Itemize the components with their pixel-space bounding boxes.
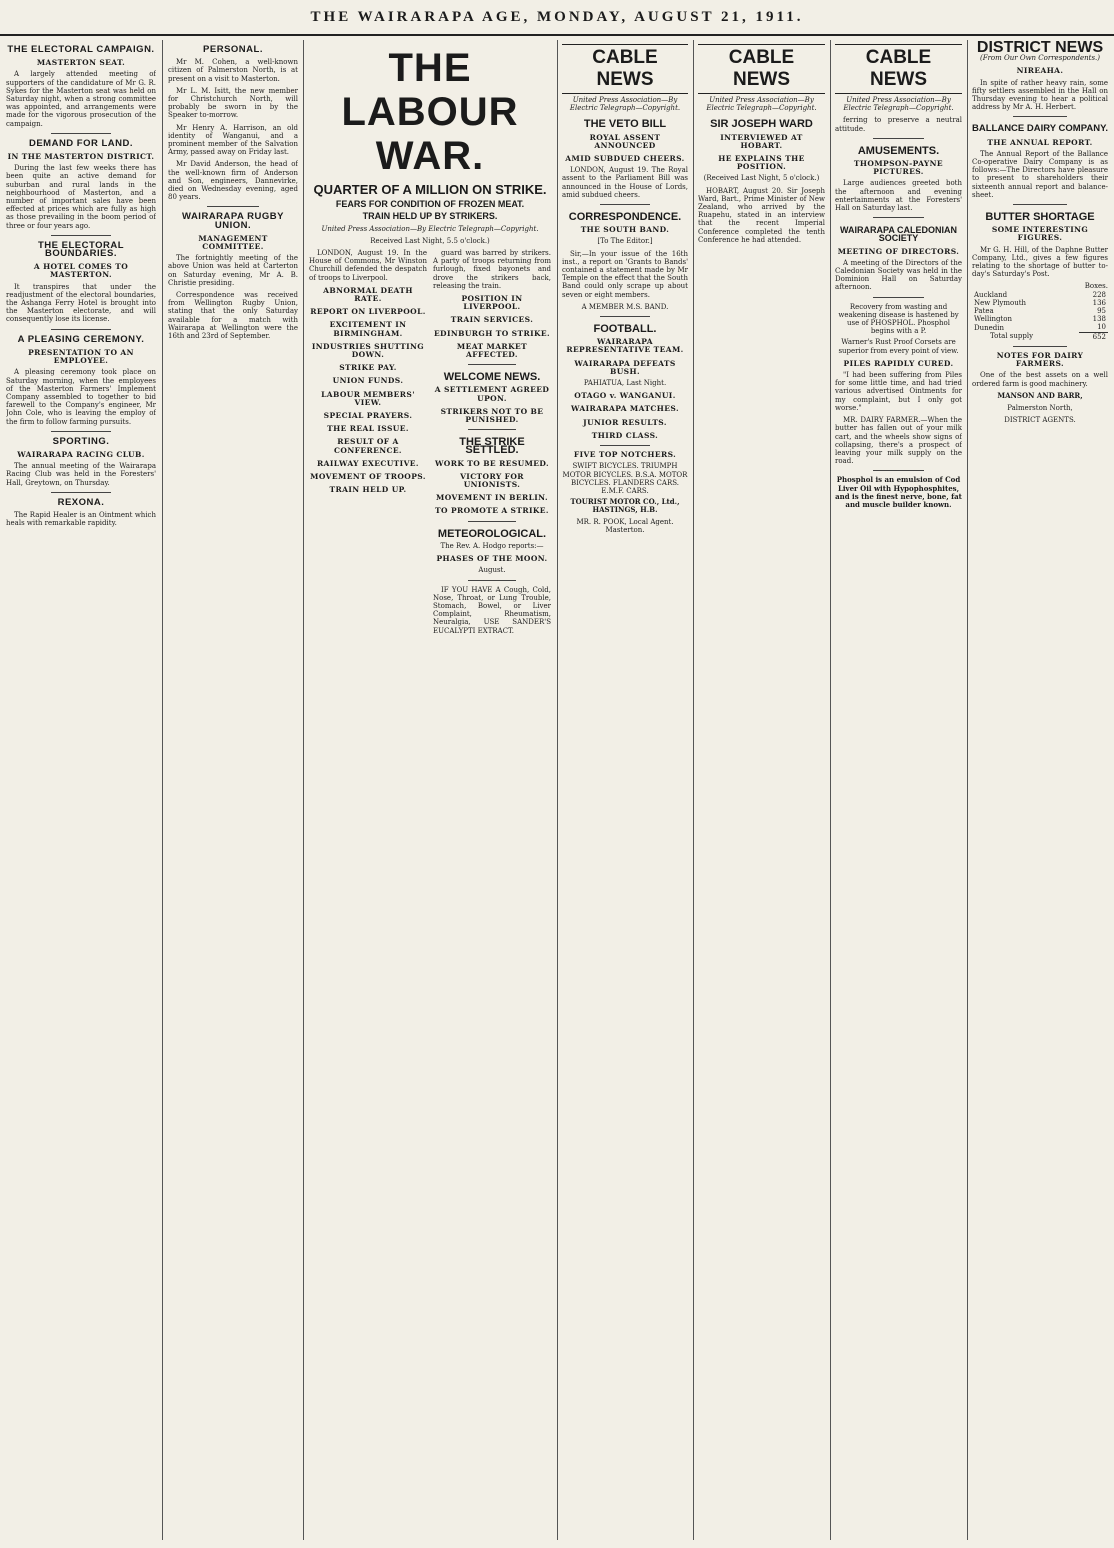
district-news-banner: DISTRICT NEWS bbox=[976, 40, 1104, 56]
subheading: RAILWAY EXECUTIVE. bbox=[317, 458, 419, 468]
subheading: POSITION IN LIVERPOOL. bbox=[461, 294, 523, 312]
column-rule bbox=[162, 40, 163, 1540]
subheading: HE EXPLAINS THE POSITION. bbox=[718, 154, 805, 172]
signature: DISTRICT AGENTS. bbox=[1004, 416, 1076, 425]
heading: THE ELECTORAL CAMPAIGN. bbox=[7, 44, 155, 55]
month-label: August. bbox=[478, 566, 506, 575]
heading: WELCOME NEWS. bbox=[443, 371, 541, 384]
advertisement: SWIFT BICYCLES. TRIUMPH MOTOR BICYCLES. B.S.A. MOTOR BICYCLES. FLANDERS CARS. E.M.F. CARS. bbox=[562, 462, 688, 495]
subheading: SPECIAL PRAYERS. bbox=[323, 411, 413, 421]
subheading: INTERVIEWED AT HOBART. bbox=[720, 132, 803, 150]
paragraph: LONDON, August 19. The Royal assent to the Parliament Bill was announced in the House of Lords, amid subdued cheers. bbox=[562, 166, 688, 199]
subheading: NIREAHA. bbox=[1016, 66, 1064, 76]
subheading: RESULT OF A CONFERENCE. bbox=[334, 437, 402, 455]
subheading: A HOTEL COMES TO MASTERTON. bbox=[33, 262, 129, 280]
cable-news-banner: CABLE NEWS bbox=[562, 44, 688, 94]
total-label: Total supply bbox=[990, 332, 1034, 341]
subheading: MEETING OF DIRECTORS. bbox=[837, 246, 960, 256]
divider bbox=[468, 580, 515, 581]
signature: A MEMBER M.S. BAND. bbox=[581, 302, 669, 311]
subheading: THE ANNUAL REPORT. bbox=[987, 137, 1093, 147]
boxes-cell: 95 bbox=[1097, 307, 1106, 316]
divider bbox=[51, 235, 111, 236]
divider bbox=[51, 492, 111, 493]
paragraph: Mr Henry A. Harrison, an old identity of Wanganui, and a prominent member of the Salvation Army, passed away on Friday last. bbox=[168, 123, 298, 157]
divider bbox=[468, 364, 515, 365]
received-note: (Received Last Night, 5 o'clock.) bbox=[703, 174, 820, 183]
paragraph: A largely attended meeting of supporters of the candidature of Mr G. R. Sykes for the Masterton seat was held on Saturday night, when a strong committee was appointed, and arrangements were made for the vigorous prosecution of the campaign. bbox=[6, 70, 156, 128]
labour-war-body bbox=[309, 249, 551, 639]
column-cable-news-1 bbox=[562, 40, 688, 1540]
paragraph: The Rapid Healer is an Ointment which heals with remarkable rapidity. bbox=[6, 510, 156, 528]
divider bbox=[1013, 346, 1067, 347]
region-cell: Patea bbox=[974, 307, 994, 316]
advertisement: Phosphol is an emulsion of Cod Liver Oil with Hypophosphites, and is the finest nerve, bone, fat and muscle builder known. bbox=[835, 475, 962, 509]
heading: DEMAND FOR LAND. bbox=[28, 137, 134, 149]
advertisement: TOURIST MOTOR CO., Ltd., HASTINGS, H.B. bbox=[570, 497, 680, 515]
region-cell: Auckland bbox=[974, 290, 1008, 299]
subheading: PILES RAPIDLY CURED. bbox=[843, 358, 954, 368]
subheading: JUNIOR RESULTS. bbox=[583, 417, 667, 427]
subheading: LABOUR MEMBERS' VIEW. bbox=[321, 389, 415, 407]
subheading: WORK TO BE RESUMED. bbox=[434, 458, 550, 468]
total-value: 652 bbox=[1079, 332, 1108, 341]
byline: United Press Association—By Electric Telegraph—Copyright. bbox=[321, 224, 539, 233]
paragraph: Mr L. M. Isitt, the new member for Christchurch North, will probably be sworn in by the Speaker to-morrow. bbox=[168, 86, 298, 120]
divider bbox=[468, 429, 515, 430]
paragraph: Large audiences greeted both the afternoon and evening entertainments at the Foresters' Hall on Saturday last. bbox=[835, 179, 962, 213]
divider bbox=[1013, 204, 1067, 205]
column-rule bbox=[693, 40, 694, 1540]
subheading: THE REAL ISSUE. bbox=[327, 424, 409, 434]
divider bbox=[873, 470, 924, 471]
paragraph: Sir,—In your issue of the 16th inst., a report on 'Grants to Bands' contained a statement made by Mr Temple on the effect that the South Band could only scrape up about seven or eight members. bbox=[562, 249, 688, 299]
divider bbox=[51, 329, 111, 330]
region-cell: Dunedin bbox=[974, 323, 1004, 332]
subheading: THIRD CLASS. bbox=[591, 430, 659, 440]
subheading: UNION FUNDS. bbox=[332, 376, 404, 386]
reporter-line: The Rev. A. Hodgo reports:— bbox=[440, 541, 544, 550]
subheading: THOMPSON-PAYNE PICTURES. bbox=[853, 159, 944, 177]
divider bbox=[873, 138, 924, 139]
divider bbox=[600, 445, 650, 446]
paragraph: It transpires that under the readjustment of the electoral boundaries, the Ashanga Ferry Hotel is brought into the Masterton electorate, and will consequently lose its license. bbox=[6, 282, 156, 324]
table-row bbox=[972, 315, 1108, 323]
divider bbox=[468, 521, 515, 522]
subheading: INDUSTRIES SHUTTING DOWN. bbox=[311, 341, 425, 360]
heading: SPORTING. bbox=[52, 435, 110, 447]
divider bbox=[873, 297, 924, 298]
table-row bbox=[972, 307, 1108, 315]
paragraph: Mr David Anderson, the head of the well-known firm of Anderson and Son, engineers, Dannevirke, died on Wednesday evening, aged 80 years. bbox=[168, 160, 298, 202]
signature: Palmerston North, bbox=[1007, 403, 1073, 412]
heading: CORRESPONDENCE. bbox=[568, 211, 682, 224]
subheadline: QUARTER OF A MILLION ON STRIKE. bbox=[313, 182, 547, 197]
divider bbox=[873, 217, 924, 218]
paragraph: ferring to preserve a neutral attitude. bbox=[835, 116, 962, 133]
received-note: Received Last Night, 5.5 o'clock.) bbox=[370, 236, 490, 245]
subheading: PRESENTATION TO AN EMPLOYEE. bbox=[28, 347, 134, 366]
byline: United Press Association—By Electric Telegraph—Copyright. bbox=[706, 96, 817, 113]
subheading: STRIKE PAY. bbox=[339, 363, 397, 373]
subheading: NOTES FOR DAIRY FARMERS. bbox=[996, 350, 1084, 369]
column-cable-news-2 bbox=[698, 40, 825, 1540]
region-cell: New Plymouth bbox=[974, 298, 1027, 307]
masthead-title: THE WAIRARAPA AGE, MONDAY, AUGUST 21, 1911. bbox=[310, 9, 804, 25]
heading: WAIRARAPA RUGBY UNION. bbox=[182, 211, 284, 231]
subcolumn-right bbox=[433, 249, 551, 639]
subheading: A SETTLEMENT AGREED UPON. bbox=[434, 385, 550, 403]
dateline: PAHIATUA, Last Night. bbox=[583, 379, 667, 388]
paragraph: "I had been suffering from Piles for some little time, and had tried various advertised Ointments for my complaint, but I only got worse." bbox=[835, 371, 962, 412]
paragraph: Correspondence was received from Wellington Rugby Union, stating that the only Saturday available for a match with Wairarapa at Wellington were the 16th and 23rd of September. bbox=[168, 291, 298, 341]
paragraph: During the last few weeks there has been quite an active demand for suburban and rural lands in the neighbourhood of Masterton, and a number of important sales have been effected at prices which are fully as high as those prevailing in the boom period of three or four years ago. bbox=[6, 164, 156, 230]
table-heading: Boxes. bbox=[1084, 282, 1108, 291]
column-electoral bbox=[6, 40, 156, 1540]
subheading: TRAIN HELD UP. bbox=[329, 485, 407, 495]
subheading: MASTERTON SEAT. bbox=[36, 58, 126, 68]
heading: FOOTBALL. bbox=[593, 323, 657, 336]
butter-supply-table bbox=[972, 291, 1108, 341]
paragraph: In spite of rather heavy rain, some fifty settlers assembled in the Hall on Thursday evening to hear a political address by Mr A. H. Herbert. bbox=[972, 78, 1108, 112]
paragraph: Mr G. H. Hill, of the Daphne Butter Company, Ltd., gives a few figures relating to the shortage of butter to-day's Saturday's Post. bbox=[972, 245, 1108, 279]
heading: THE ELECTORAL BOUNDARIES. bbox=[37, 239, 125, 260]
column-labour-war bbox=[309, 40, 551, 1540]
column-rule bbox=[830, 40, 831, 1540]
paragraph: HOBART, August 20. Sir Joseph Ward, Bart., Prime Minister of New Zealand, who arrived by the Ruapehu, stated in an interview that the recent Imperial Conference completed the tenth Conference he had attended. bbox=[698, 186, 825, 244]
heading: BALLANCE DAIRY COMPANY. bbox=[972, 123, 1108, 135]
subheading: TO PROMOTE A STRIKE. bbox=[435, 506, 549, 516]
subheading: STRIKERS NOT TO BE PUNISHED. bbox=[440, 406, 544, 425]
heading: REXONA. bbox=[57, 496, 105, 508]
boxes-cell: 10 bbox=[1097, 323, 1106, 332]
advertisement: Recovery from wasting and weakening disease is hastened by use of PHOSPHOL. Phosphol begins with a P. bbox=[838, 302, 959, 336]
subheading: FIVE TOP NOTCHERS. bbox=[573, 450, 677, 460]
paragraph: The Annual Report of the Ballance Co-operative Dairy Company is as follows:—The Directors have pleasure to present to shareholders their sixteenth annual report and balance-sheet. bbox=[972, 149, 1108, 199]
subheading: MEAT MARKET AFFECTED. bbox=[456, 341, 528, 360]
subcolumn-left bbox=[309, 249, 427, 639]
signature: MANSON AND BARR, bbox=[997, 390, 1083, 400]
paragraph: A pleasing ceremony took place on Saturday morning, when the employees of the Masterton Farmers' Implement Company assembled to together to bid farewell to the Company's engineer, Mr John Cole, who is leaving the employ of the firm to follow farming pursuits. bbox=[6, 368, 156, 426]
divider bbox=[51, 431, 111, 432]
divider bbox=[1013, 116, 1067, 117]
subheading: AMID SUBDUED CHEERS. bbox=[565, 154, 685, 164]
paragraph: A meeting of the Directors of the Caledonian Society was held in the Dominion Hall on Saturday afternoon. bbox=[835, 258, 962, 292]
masthead bbox=[0, 0, 1114, 36]
boxes-cell: 228 bbox=[1092, 290, 1106, 299]
byline: (From Our Own Correspondents.) bbox=[980, 54, 1100, 63]
heading: METEOROLOGICAL. bbox=[437, 527, 547, 540]
subheading: WAIRARAPA REPRESENTATIVE TEAM. bbox=[566, 337, 684, 355]
subheading: MOVEMENT OF TROOPS. bbox=[310, 472, 426, 482]
region-cell: Wellington bbox=[974, 315, 1013, 324]
divider bbox=[207, 206, 259, 207]
paragraph: One of the best assets on a well ordered farm is good machinery. bbox=[972, 371, 1108, 388]
paragraph: The fortnightly meeting of the above Union was held at Carterton on Saturday evening, Mr A. B. Christie presiding. bbox=[168, 254, 298, 287]
cable-news-banner: CABLE NEWS bbox=[698, 44, 825, 94]
subheading: MANAGEMENT COMMITTEE. bbox=[198, 233, 268, 252]
paragraph: guard was barred by strikers. A party of troops returning from furlough, fixed bayonets and drove the strikers back, releasing the train. bbox=[433, 249, 551, 290]
column-district-news bbox=[972, 40, 1108, 1540]
subheadline: FEARS FOR CONDITION OF FROZEN MEAT. bbox=[335, 199, 525, 210]
byline: United Press Association—By Electric Telegraph—Copyright. bbox=[843, 96, 954, 113]
subheading: TRAIN SERVICES. bbox=[450, 315, 534, 325]
editor-note: [To The Editor.] bbox=[597, 237, 653, 246]
table-row bbox=[972, 299, 1108, 307]
subheading: THE SOUTH BAND. bbox=[580, 225, 670, 235]
divider bbox=[600, 204, 650, 205]
subheading: REPORT ON LIVERPOOL. bbox=[310, 307, 426, 317]
column-rule bbox=[967, 40, 968, 1540]
subheading: EXCITEMENT IN BIRMINGHAM. bbox=[329, 320, 407, 338]
advertisement: IF YOU HAVE A Cough, Cold, Nose, Throat, or Lung Trouble, Stomach, Bowel, or Liver Complaint, Rheumatism, Neuralgia, USE SANDER'S EUCALYPTI EXTRACT. bbox=[433, 585, 551, 635]
subheading: EDINBURGH TO STRIKE. bbox=[433, 328, 551, 338]
table-row bbox=[972, 291, 1108, 299]
paragraph: Mr M. Cohen, a well-known citizen of Palmerston North, is at present on a visit to Masterton. bbox=[168, 58, 298, 83]
headline: THE LABOUR WAR. bbox=[341, 46, 519, 178]
heading: PERSONAL. bbox=[203, 44, 263, 55]
column-rule bbox=[303, 40, 304, 1540]
column-personal bbox=[168, 40, 298, 1540]
subheading: ABNORMAL DEATH RATE. bbox=[323, 285, 413, 304]
advertisement: MR. R. POOK, Local Agent. Masterton. bbox=[576, 517, 674, 534]
byline: United Press Association—By Electric Telegraph—Copyright. bbox=[569, 96, 681, 113]
subheading: MOVEMENT IN BERLIN. bbox=[436, 493, 548, 503]
column-cable-news-3 bbox=[835, 40, 962, 1540]
subheading: WAIRARAPA RACING CLUB. bbox=[17, 449, 145, 459]
subheading: VICTORY FOR UNIONISTS. bbox=[460, 471, 524, 490]
heading: WAIRARAPA CALEDONIAN SOCIETY bbox=[840, 225, 957, 244]
subheading: SOME INTERESTING FIGURES. bbox=[991, 225, 1089, 243]
subheadline: TRAIN HELD UP BY STRIKERS. bbox=[362, 211, 498, 222]
boxes-cell: 136 bbox=[1092, 298, 1106, 307]
heading: THE STRIKE SETTLED. bbox=[459, 436, 525, 457]
paragraph: LONDON, August 19. In the House of Commons, Mr Winston Churchill defended the despatch of troops to Liverpool. bbox=[309, 249, 427, 282]
subheading: OTAGO v. WANGANUI. bbox=[574, 391, 676, 401]
subheading: IN THE MASTERTON DISTRICT. bbox=[7, 152, 155, 162]
paragraph: MR. DAIRY FARMER.—When the butter has fallen out of your milk cart, and the wheels show signs of collapsing, there's a prospect of leaving your milk supply on the road. bbox=[835, 416, 962, 466]
heading: THE VETO BILL bbox=[583, 118, 667, 131]
column-rule bbox=[557, 40, 558, 1540]
subheading: PHASES OF THE MOON. bbox=[436, 554, 548, 564]
cable-news-banner: CABLE NEWS bbox=[835, 44, 962, 94]
subheading: ROYAL ASSENT ANNOUNCED bbox=[589, 132, 661, 150]
subheading: WAIRARAPA MATCHES. bbox=[571, 404, 679, 414]
advertisement: Warner's Rust Proof Corsets are superior from every point of view. bbox=[838, 338, 959, 355]
subheading: WAIRARAPA DEFEATS BUSH. bbox=[574, 358, 676, 376]
divider bbox=[51, 133, 111, 134]
table-row bbox=[972, 323, 1108, 332]
heading: A PLEASING CEREMONY. bbox=[17, 333, 145, 345]
boxes-cell: 138 bbox=[1092, 315, 1106, 324]
paragraph: The annual meeting of the Wairarapa Racing Club was held in the Foresters' Hall, Greytown, on Thursday. bbox=[6, 462, 156, 487]
heading: AMUSEMENTS. bbox=[857, 144, 940, 157]
heading: BUTTER SHORTAGE bbox=[985, 211, 1095, 224]
table-total-row bbox=[972, 332, 1108, 341]
divider bbox=[600, 316, 650, 317]
heading: SIR JOSEPH WARD bbox=[710, 118, 813, 131]
